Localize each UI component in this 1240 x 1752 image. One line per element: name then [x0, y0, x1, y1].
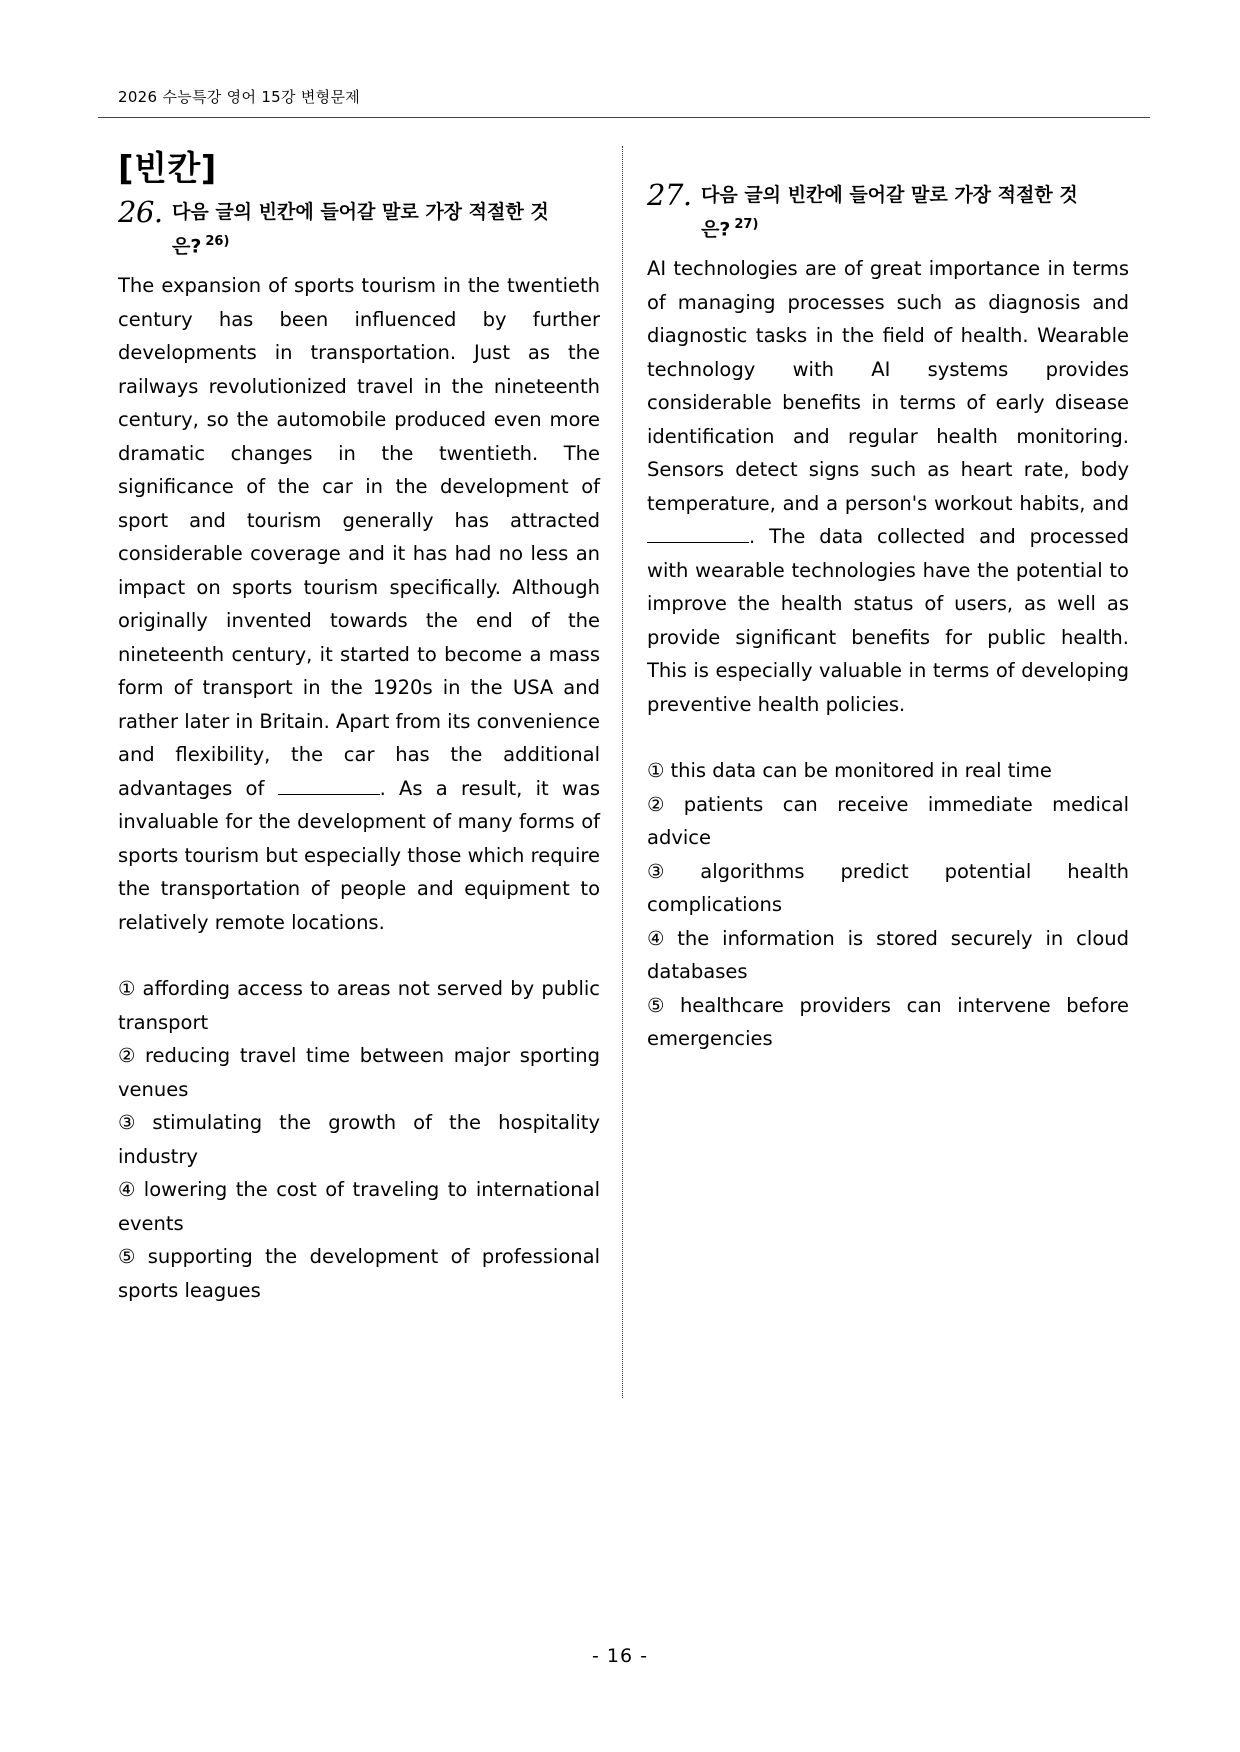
answer-option-5[interactable] [647, 989, 1129, 1056]
question-number: 26. [118, 195, 163, 229]
answer-option-3[interactable] [647, 855, 1129, 922]
option-number: ① [118, 977, 137, 1001]
option-number: ③ [118, 1111, 147, 1135]
answer-option-4[interactable] [118, 1173, 600, 1240]
footnote-marker: 26) [205, 234, 230, 249]
answer-option-4[interactable] [647, 922, 1129, 989]
option-number: ④ [647, 926, 672, 950]
footnote-marker: 27) [734, 217, 759, 232]
option-text: stimulating the growth of the hospitality industry [118, 1111, 600, 1168]
question-prompt-line1: 다음 글의 빈칸에 들어갈 말로 가장 적절한 것 [701, 184, 1078, 206]
passage [647, 252, 1129, 721]
option-text: affording access to areas not served by public transport [118, 977, 601, 1034]
option-number: ② [647, 792, 678, 816]
passage-after-blank: . The data collected and processed with wearable technologies have the potential to improve the health status of users, as well as provide significant benefits for public health. This is especially valuable in terms of developing preventive health policies. [647, 525, 1129, 716]
question-prompt-line1: 다음 글의 빈칸에 들어갈 말로 가장 적절한 것 [172, 201, 549, 223]
answer-blank [278, 776, 380, 795]
question-number: 27. [647, 178, 692, 212]
option-text: this data can be monitored in real time [670, 759, 1052, 783]
passage-after-blank: . As a result, it was invaluable for the development of many forms of sports tourism but especially those which require the transportation of people and equipment to relatively remote locations. [118, 776, 600, 934]
option-number: ① [647, 759, 665, 783]
option-number: ⑤ [647, 993, 674, 1017]
option-text: reducing travel time between major sporting venues [118, 1044, 601, 1101]
option-text: algorithms predict potential health complications [647, 859, 1129, 917]
answer-option-1[interactable] [647, 754, 1129, 788]
option-text: lowering the cost of traveling to international events [118, 1178, 600, 1235]
option-text: patients can receive immediate medical advice [647, 792, 1130, 850]
option-number: ③ [647, 859, 695, 883]
answer-option-1[interactable] [118, 972, 600, 1039]
page-header: 2026 수능특강 영어 15강 변형문제 [118, 88, 361, 106]
answer-option-3[interactable] [118, 1106, 600, 1173]
column-divider [622, 146, 623, 1398]
option-number: ④ [118, 1178, 138, 1202]
section-title: [빈칸] [118, 149, 217, 189]
question-prompt [701, 178, 1078, 244]
question-header [118, 195, 600, 261]
question-prompt-line2: 은? [172, 235, 202, 258]
option-number: ② [118, 1044, 139, 1068]
question-prompt [172, 195, 549, 261]
answer-option-2[interactable] [118, 1039, 600, 1106]
passage [118, 269, 600, 939]
option-text: healthcare providers can intervene before emergencies [647, 993, 1129, 1051]
header-divider [98, 117, 1150, 118]
answer-blank [647, 524, 749, 543]
answer-options [647, 754, 1129, 1056]
question-26 [118, 195, 600, 1307]
page-number: - 16 - [592, 1645, 648, 1667]
passage-before-blank: AI technologies are of great importance in terms of managing processes such as diagnosis and diagnostic tasks in the field of health. Wearable technology with AI systems provides considerable benefits in terms of early disease identification and regular health monitoring. Sensors detect signs such as heart rate, body temperature, and a person's workout habits, and [647, 257, 1129, 515]
answer-options [118, 972, 600, 1307]
question-27 [647, 178, 1129, 1056]
answer-option-5[interactable] [118, 1240, 600, 1307]
option-text: the information is stored securely in cloud databases [647, 926, 1129, 984]
option-number: ⑤ [118, 1245, 142, 1269]
question-header [647, 178, 1129, 244]
answer-option-2[interactable] [647, 788, 1129, 855]
question-prompt-line2: 은? [701, 218, 731, 241]
option-text: supporting the development of professional sports leagues [118, 1245, 601, 1302]
passage-before-blank: The expansion of sports tourism in the twentieth century has been influenced by further developments in transportation. Just as the railways revolutionized travel in the nineteenth century, so the automobile produced even more dramatic changes in the twentieth. The significance of the car in the development of sport and tourism generally has attracted considerable coverage and it has had no less an impact on sports tourism specifically. Although originally invented towards the end of the nineteenth century, it started to become a mass form of transport in the 1920s in the USA and rather later in Britain. Apart from its convenience and flexibility, the car has the additional advantages of [118, 274, 600, 800]
